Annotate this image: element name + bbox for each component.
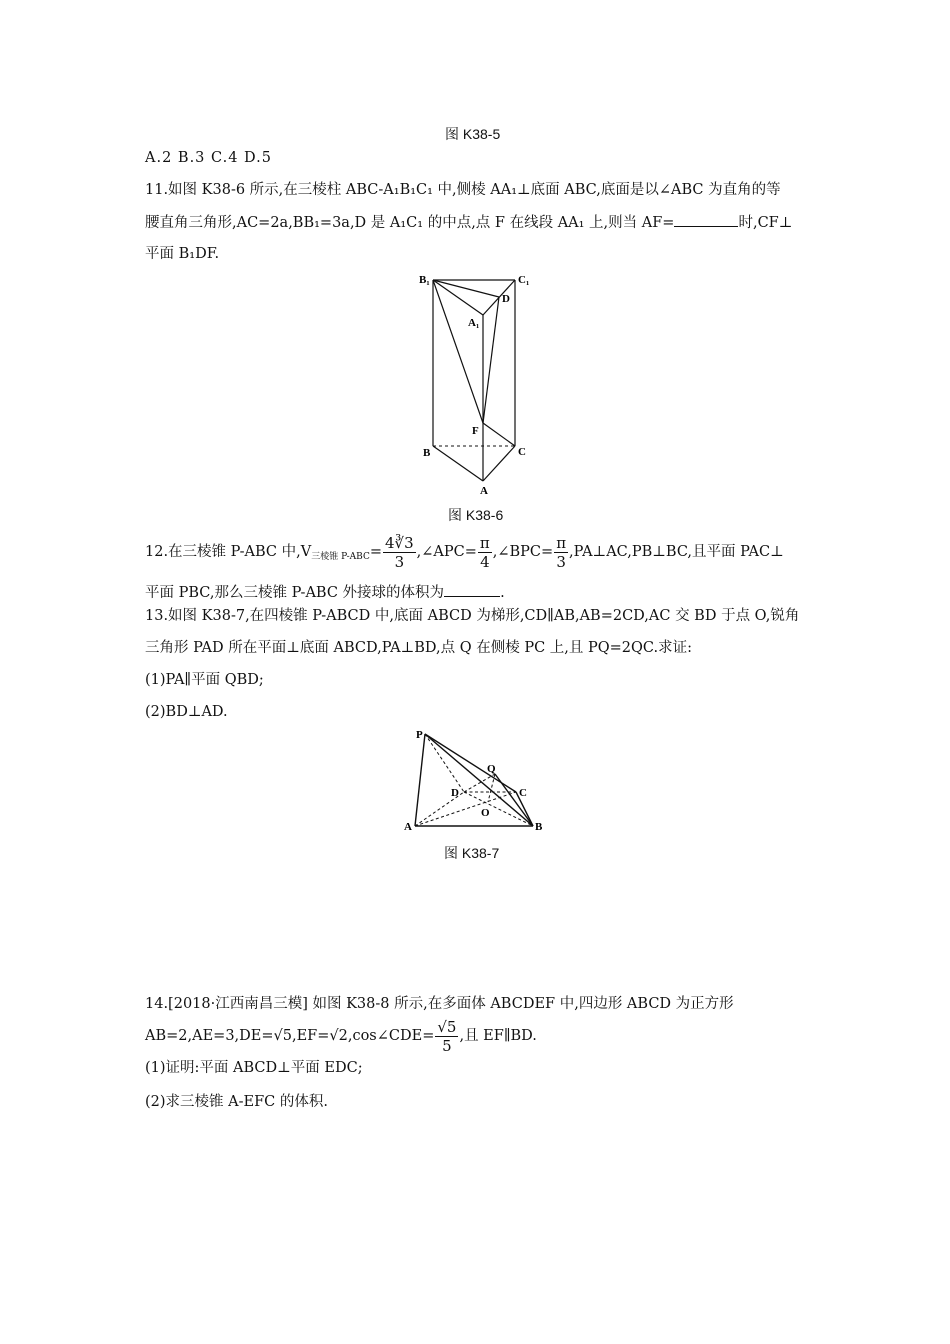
- q12-equals: =: [369, 544, 383, 560]
- q12-frac1-den: 3: [394, 552, 405, 571]
- q12-line-2: [145, 582, 505, 603]
- q14-frac-num: √5: [437, 1017, 457, 1036]
- figure-k38-6-prism: [410, 268, 540, 498]
- label-a: A: [404, 821, 412, 833]
- q12-line-1: [145, 532, 784, 572]
- label-c1: C₁: [518, 274, 530, 286]
- label-f: F: [472, 425, 479, 437]
- q12-line-2-text: 平面 PBC,那么三棱锥 P-ABC 外接球的体积为: [145, 585, 445, 601]
- q12-frac2-num: π: [479, 533, 490, 552]
- q13-part-1: (1)PA∥平面 QBD;: [145, 672, 264, 688]
- q14-frac-den: 5: [442, 1036, 452, 1055]
- label-a1: A₁: [468, 317, 480, 329]
- q12-frac3-num: π: [556, 533, 567, 552]
- label-b: B: [423, 447, 431, 459]
- q14-line-2: [145, 1014, 537, 1058]
- q12-volume-subscript: 三棱锥 P-ABC: [311, 552, 370, 562]
- q12-fraction-volume: [383, 534, 416, 571]
- q14-line-2-text: AB=2,AE=3,DE=√5,EF=√2,cos∠CDE=: [145, 1028, 435, 1044]
- label-o: O: [481, 807, 490, 819]
- label-c: C: [519, 787, 527, 799]
- q14-part-2: (2)求三棱锥 A-EFC 的体积.: [145, 1094, 328, 1110]
- figure-caption-k38-6: 图 K38-6: [448, 507, 504, 523]
- label-q: Q: [487, 763, 496, 775]
- q12-angle-bpc: ,∠BPC=: [492, 544, 554, 560]
- label-b: B: [535, 821, 543, 833]
- q14-fraction-cos: [435, 1018, 458, 1055]
- q11-line-3: 平面 B₁DF.: [145, 246, 220, 262]
- label-a: A: [480, 485, 488, 497]
- q12-line-2-tail: .: [500, 585, 505, 601]
- q13-line-1: 13.如图 K38-7,在四棱锥 P-ABCD 中,底面 ABCD 为梯形,CD∥AB,AB=2CD,AC 交 BD 于点 O,锐角: [145, 608, 800, 624]
- q12-fraction-bpc: [554, 534, 568, 571]
- q12-angle-apc: ,∠APC=: [416, 544, 477, 560]
- q14-line-2-tail: ,且 EF∥BD.: [459, 1028, 537, 1044]
- q12-frac1-num: 4∛3: [385, 533, 414, 552]
- q10-options: A.2 B.3 C.4 D.5: [145, 150, 272, 166]
- q12-suffix: ,PA⊥AC,PB⊥BC,且平面 PAC⊥: [569, 544, 784, 560]
- answer-blank-af[interactable]: [674, 212, 738, 227]
- q14-line-1: 14.[2018·江西南昌三模] 如图 K38-8 所示,在多面体 ABCDEF 中,四边形 ABCD 为正方形: [145, 996, 734, 1012]
- figure-k38-7-pyramid: [400, 726, 550, 838]
- figure-caption-k38-7: 图 K38-7: [444, 845, 500, 861]
- label-d: D: [451, 787, 459, 799]
- q13-part-2: (2)BD⊥AD.: [145, 704, 228, 720]
- q13-line-2: 三角形 PAD 所在平面⊥底面 ABCD,PA⊥BD,点 Q 在侧棱 PC 上,且 PQ=2QC.求证:: [145, 640, 692, 656]
- label-p: P: [416, 729, 423, 741]
- label-b1: B₁: [419, 274, 430, 286]
- answer-blank-volume[interactable]: [444, 582, 500, 597]
- q12-frac2-den: 4: [480, 552, 490, 571]
- q11-line-2-text: 腰直角三角形,AC=2a,BB₁=3a,D 是 A₁C₁ 的中点,点 F 在线段 AA₁ 上,则当 AF=: [145, 215, 675, 231]
- q11-line-2-tail: 时,CF⊥: [738, 215, 793, 231]
- q12-prefix: 12.在三棱锥 P-ABC 中,V: [145, 544, 312, 560]
- q12-frac3-den: 3: [556, 552, 566, 571]
- q12-fraction-apc: [478, 534, 492, 571]
- q11-line-2: [145, 212, 792, 233]
- label-d: D: [502, 293, 510, 305]
- figure-caption-k38-5: 图 K38-5: [445, 126, 501, 142]
- label-c: C: [518, 446, 526, 458]
- q14-part-1: (1)证明:平面 ABCD⊥平面 EDC;: [145, 1060, 363, 1076]
- q11-line-1: 11.如图 K38-6 所示,在三棱柱 ABC-A₁B₁C₁ 中,侧棱 AA₁⊥底面 ABC,底面是以∠ABC 为直角的等: [145, 182, 781, 198]
